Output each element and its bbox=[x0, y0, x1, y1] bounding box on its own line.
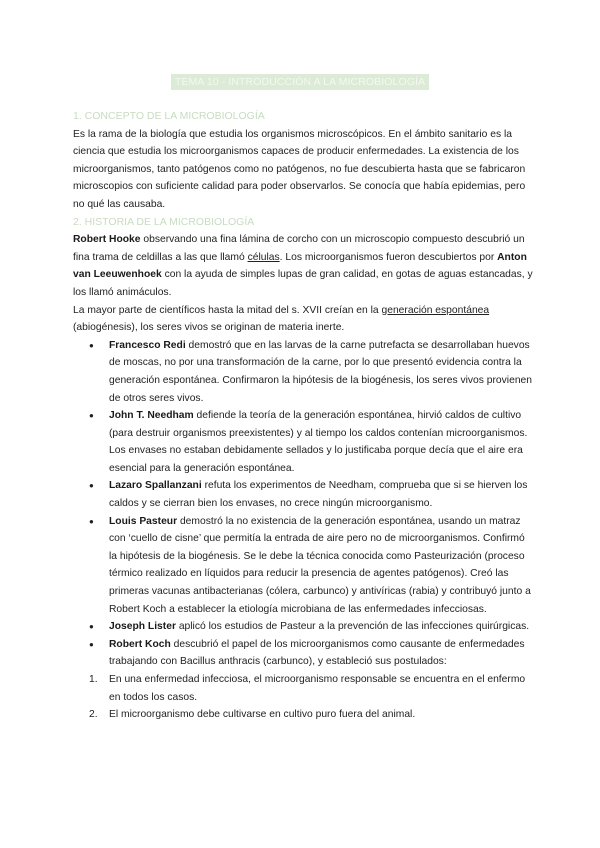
list-item bbox=[73, 636, 535, 671]
p1-text-3: con la ayuda de simples lupas de gran calidad, en gotas de aguas estancadas, y los llamó animáculos. bbox=[73, 269, 533, 298]
scientist-text: demostró que en las larvas de la carne putrefacta se desarrollaban huevos de moscas, no por una transformación de la carne, por lo que presentó evidencia contra la generación espontánea. Confirmaron la hipótesis de la biogénesis, los seres vivos provienen de otros seres vivos. bbox=[109, 339, 532, 404]
term-celulas: células bbox=[247, 251, 280, 263]
item-number: 1. bbox=[89, 674, 98, 685]
scientist-text: refuta los experimentos de Needham, comprueba que si se hierven los caldos y se cierran bien los envases, no crece ningún microorganismo. bbox=[109, 480, 528, 510]
p2-text-1: La mayor parte de científicos hasta la mitad del s. XVII creían en la bbox=[73, 304, 382, 316]
section1-heading: 1. CONCEPTO DE LA MICROBIOLOGÍA bbox=[73, 110, 265, 122]
list-item bbox=[73, 477, 535, 512]
scientist-name: Francesco Redi bbox=[109, 339, 186, 351]
p1-text-2: . Los microorganismos fueron descubiertos por bbox=[279, 251, 498, 263]
scientist-text: descubrió el papel de los microorganismos como causante de enfermedades trabajando con Bacillus anthracis (carbunco), y estableció sus postulados: bbox=[109, 638, 525, 668]
title-wrapper bbox=[0, 72, 600, 90]
term-generacion-espontanea: generación espontánea bbox=[381, 304, 490, 316]
item-number: 2. bbox=[89, 709, 98, 721]
p2-text-2: (abiogénesis), los seres vivos se originan de materia inerte. bbox=[73, 322, 345, 334]
name-leeuwenhoek: Anton van Leeuwenhoek bbox=[73, 251, 527, 281]
scientist-name: Robert Koch bbox=[109, 638, 171, 650]
document-content bbox=[73, 108, 535, 724]
numbered-item bbox=[73, 671, 535, 706]
scientist-name: John T. Needham bbox=[109, 410, 194, 422]
scientist-name: Lazaro Spallanzani bbox=[109, 480, 202, 492]
scientist-name: Joseph Lister bbox=[109, 621, 176, 633]
section2-paragraph-1 bbox=[73, 231, 535, 301]
item-text: El microorganismo debe cultivarse en cultivo puro fuera del animal. bbox=[109, 709, 416, 721]
numbered-item bbox=[73, 706, 535, 724]
scientist-text: aplicó los estudios de Pasteur a la prevención de las infecciones quirúrgicas. bbox=[175, 621, 530, 633]
list-item bbox=[73, 513, 535, 619]
scientist-name: Louis Pasteur bbox=[109, 515, 178, 527]
name-robert-hooke: Robert Hooke bbox=[73, 234, 141, 246]
list-item bbox=[73, 618, 535, 636]
document-title: TEMA 10 - INTRODUCCIÓN A LA MICROBIOLOGÍA bbox=[171, 74, 429, 90]
section2-heading: 2. HISTORIA DE LA MICROBIOLOGÍA bbox=[73, 215, 255, 228]
item-text: En una enfermedad infecciosa, el microorganismo responsable se encuentra en el enfermo en todos los casos. bbox=[109, 674, 526, 703]
scientists-list bbox=[73, 337, 535, 671]
p1-text-1: observando una fina lámina de corcho con un microscopio compuesto descubrió un fina trama de celdillas a las que llamó bbox=[73, 234, 525, 263]
scientist-text: defiende la teoría de la generación espontánea, hirvió caldos de cultivo (para destruir organismos preexistentes) y al tiempo los caldos contenían microorganismos. Los envases no estaban debidamente sellados y lo justificaba porque decía que el aire era esencial para la generación espontánea. bbox=[109, 410, 528, 474]
list-item bbox=[73, 337, 535, 407]
section2-paragraph-2 bbox=[73, 302, 535, 337]
list-item bbox=[73, 407, 535, 477]
section1-paragraph: Es la rama de la biología que estudia los organismos microscópicos. En el ámbito sanitario es la ciencia que estudia los microorganismos capaces de producir enfermedades. La existencia de los microorganismos, tanto patógenos como no patógenos, no fue descubierta hasta que se fabricaron microscopios con suficiente calidad para poder observarlos. Se conocía que había epidemias, pero no qué las causaba. bbox=[73, 128, 526, 210]
koch-postulates-list bbox=[73, 671, 535, 724]
scientist-text: demostró la no existencia de la generación espontánea, usando un matraz con ‘cuello de cisne’ que permitía la entrada de aire pero no de microorganismos. Confirmó la hipótesis de la biogénesis. Se le debe la técnica conocida como Pasteurización (proceso térmico realizado en líquidos para reducir la presencia de agentes patógenos). Creó las primeras vacunas antibacterianas (cólera, carbunco) y antivíricas (rabia) y contribuyó junto a Robert Koch a establecer la etiología microbiana de las enfermedades infecciosas. bbox=[109, 515, 531, 615]
